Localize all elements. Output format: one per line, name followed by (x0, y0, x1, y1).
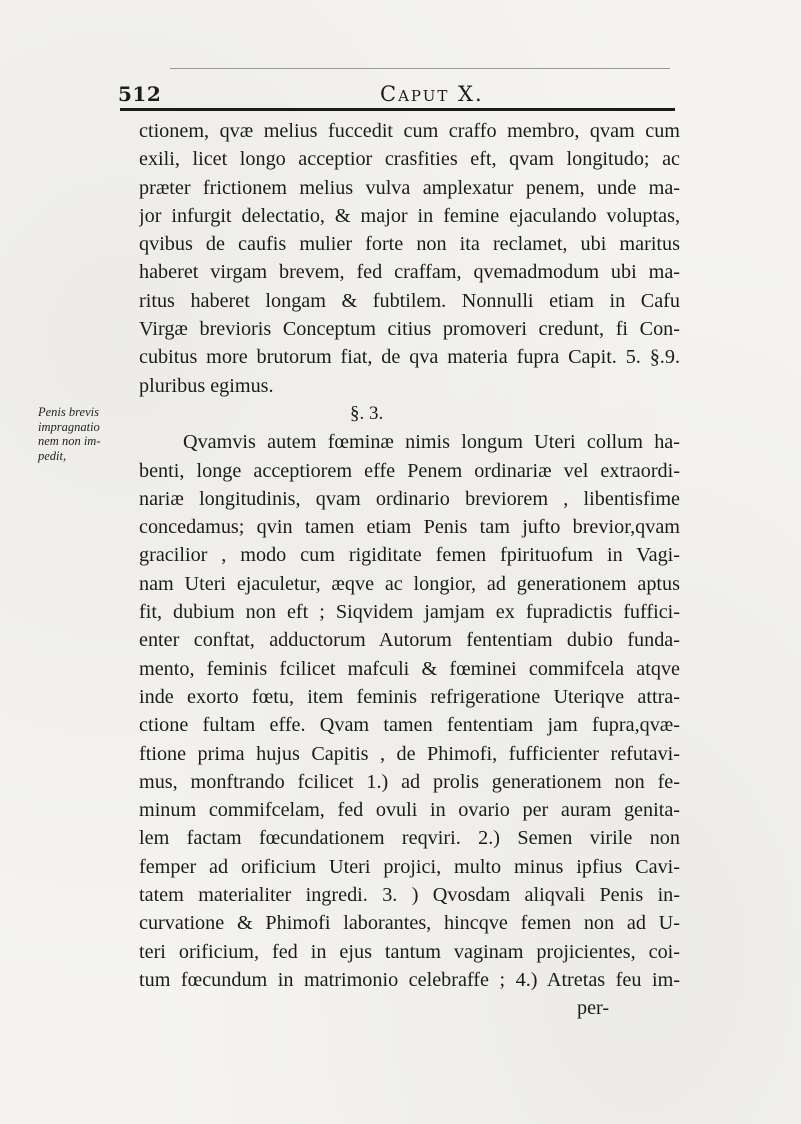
text-line: curvatione & Phimofi laborantes, hincqve femen non ad U- (139, 912, 680, 935)
text-line: ritus haberet longam & fubtilem. Nonnulli etiam in Cafu (139, 289, 680, 312)
text-line: benti, longe acceptiorem effe Penem ordinariæ vel extraordi- (139, 459, 680, 482)
text-line: haberet virgam brevem, fed craffam, qvemadmodum ubi ma- (139, 261, 680, 284)
text-line: femper ad orificium Uteri projici, multo minus ipfius Cavi- (139, 855, 680, 878)
text-line: Virgæ brevioris Conceptum citius promoveri credunt, fi Con- (139, 318, 680, 341)
page-number: 512 (118, 82, 162, 106)
margin-note-line: nem non im- (38, 434, 101, 448)
text-line: inde exorto fœtu, item feminis refrigeratione Uteriqve attra- (139, 685, 680, 708)
header-rule (120, 108, 675, 111)
text-line: ftione prima hujus Capitis , de Phimofi, fufficienter refutavi- (139, 742, 680, 765)
text-line: qvibus de caufis mulier forte non ita reclamet, ubi maritus (139, 233, 680, 256)
text-line: gracilior , modo cum rigiditate femen fpirituofum in Vagi- (139, 544, 680, 567)
margin-note-line: impragnatio (38, 419, 100, 434)
bleed-through-rule (170, 68, 670, 69)
margin-note-line: pedit, (38, 448, 67, 463)
text-line: fit, dubium non eft ; Siqvidem jamjam ex fupradictis fuffici- (139, 601, 680, 624)
text-line: tatem materialiter ingredi. 3. ) Qvosdam aliqvali Penis in- (139, 884, 680, 907)
text-line: præter frictionem melius vulva amplexatur penem, unde ma- (139, 176, 680, 199)
text-line: lem factam fœcundationem reqviri. 2.) Semen virile non (139, 827, 680, 850)
text-line: Qvamvis autem fœminæ nimis longum Uteri collum ha- (183, 431, 680, 454)
text-line: cubitus more brutorum fiat, de qva materia fupra Capit. 5. §.9. (139, 346, 680, 369)
text-line: jor infurgit delectatio, & major in femine ejaculando voluptas, (139, 204, 680, 227)
body-text (139, 117, 680, 1023)
text-line: nariæ longitudinis, qvam ordinario breviorem , libentisfime (139, 487, 680, 510)
text-line: mus, monftrando fcilicet 1.) ad prolis generationem non fe- (139, 770, 680, 793)
page-header (118, 82, 674, 108)
catchword: per- (577, 997, 610, 1020)
text-line: teri orificium, fed in ejus tantum vaginam projicientes, coi- (139, 940, 680, 963)
text-line: exili, licet longo acceptior crasfities eft, qvam longitudo; ac (139, 148, 680, 171)
text-line: ctionem, qvæ melius fuccedit cum craffo membro, qvam cum (139, 120, 680, 142)
text-line: ctione fultam effe. Qvam tamen fententiam jam fupra,qvæ- (139, 714, 680, 737)
text-line: concedamus; qvin tamen etiam Penis tam jufto brevior,qvam (139, 516, 680, 539)
margin-note (38, 405, 128, 463)
text-line: enter conftat, adductorum Autorum fententiam dubio funda- (139, 629, 680, 652)
section-heading: §. 3. (350, 402, 384, 424)
text-line: pluribus egimus. (139, 374, 274, 397)
text-line: nam Uteri ejaculetur, æqve ac longior, ad generationem aptus (139, 572, 680, 595)
text-line: minum commifcelam, fed ovuli in ovario per auram genita- (139, 799, 680, 822)
text-line: mento, feminis fcilicet mafculi & fœminei commifcela atqve (139, 657, 680, 680)
running-head: Caput X. (380, 82, 484, 106)
margin-note-line: Penis brevis (38, 405, 99, 419)
text-line: tum fœcundum in matrimonio celebraffe ; 4.) Atretas feu im- (139, 968, 680, 991)
